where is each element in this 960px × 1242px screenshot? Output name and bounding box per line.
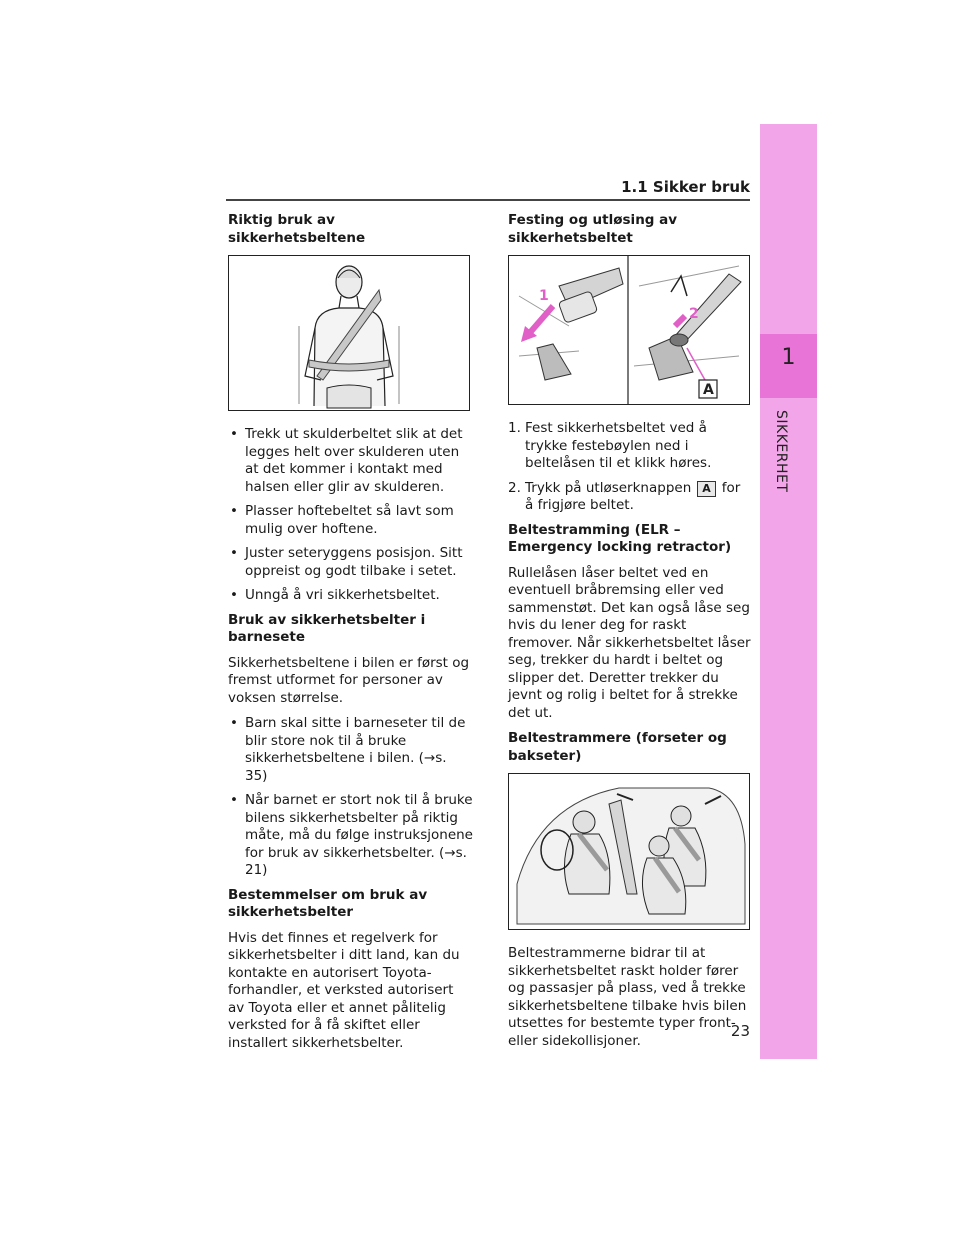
- seatbelt-posture-illustration: [228, 255, 470, 411]
- chapter-number: 1: [781, 345, 796, 370]
- list-item: • Unngå å vri sikkerhetsbeltet.: [228, 587, 473, 605]
- list-item: • Trekk ut skulderbeltet slik at det legges helt over skulderen uten at det kommer i kontakt med halsen eller glir av skulderen.: [228, 426, 473, 496]
- paragraph: Rullelåsen låser beltet ved en eventuell bråbremsing eller ved sammenstøt. Det kan også låse seg hvis du lener deg for raskt fremover. Når sikkerhetsbeltet låser seg, trekker du hardt i beltet og slipper det. Deretter trekker du jevnt og rolig i beltet for å strekke det ut.: [508, 564, 751, 721]
- buckle-illustration: [508, 255, 750, 405]
- chapter-name: SIKKERHET: [773, 410, 789, 493]
- list-item: • Plasser hoftebeltet så lavt som mulig over hoftene.: [228, 503, 473, 538]
- section-heading-elr: Beltestramming (ELR – Emergency locking retractor): [508, 521, 732, 555]
- seated-person-drawing: [229, 256, 469, 410]
- step-text: Fest sikkerhetsbeltet ved å trykke festebøylen ned i beltelåsen til et klikk høres.: [525, 420, 712, 471]
- callout-badge: A: [697, 481, 716, 497]
- paragraph: Beltestrammerne bidrar til at sikkerhetsbeltet raskt holder fører og passasjer på plass, ved å trekke sikkerhetsbeltene tilbake hvis bilen utsettes for bestemte typer front- eller sidekollisjoner.: [508, 945, 747, 1049]
- list-item: • Når barnet er stort nok til å bruke bilens sikkerhetsbelter på riktig måte, må du følge instruksjonene for bruk av sikkerhetsbelter. (→s. 21): [228, 792, 473, 880]
- list-item: • Barn skal sitte i barneseter til de blir store nok til å bruke sikkerhetsbeltene i bilen. (→s. 35): [228, 715, 473, 785]
- step-2-label: 2: [689, 306, 699, 322]
- right-column: [508, 212, 751, 1058]
- section-heading-correct-use: Riktig bruk av sikkerhetsbeltene: [228, 212, 366, 246]
- step-1: [508, 420, 751, 473]
- step-1-label: 1: [539, 288, 549, 304]
- header-divider: [226, 199, 750, 201]
- paragraph: Sikkerhetsbeltene i bilen er først og fremst utformet for personer av voksen størrelse.: [228, 654, 470, 706]
- section-heading-regulations: Bestemmelser om bruk av sikkerhetsbelter: [228, 886, 428, 920]
- step-number: 2.: [508, 479, 521, 496]
- page-number: 23: [730, 1022, 750, 1040]
- left-column: [228, 212, 473, 1060]
- step-2: [508, 480, 751, 515]
- page-header-title: 1.1 Sikker bruk: [621, 178, 750, 196]
- paragraph: Hvis det finnes et regelverk for sikkerhetsbelter i ditt land, kan du kontakte en autorisert Toyota-forhandler, et verksted autorisert av Toyota eller et annet pålitelig verksted for å få skiftet eller installert sikkerhetsbelter.: [228, 929, 460, 1051]
- step-text: Trykk på utløserknappen: [525, 479, 692, 496]
- list-item: • Juster seteryggens posisjon. Sitt oppreist og godt tilbake i setet.: [228, 545, 473, 580]
- callout-a-label: A: [703, 382, 714, 398]
- step-text: for å frigjøre beltet.: [525, 479, 741, 513]
- side-tab: [760, 124, 817, 1059]
- section-heading-fastening: Festing og utløsing av sikkerhetsbeltet: [508, 212, 678, 246]
- pretensioner-illustration: [508, 773, 750, 930]
- section-heading-child-seat: Bruk av sikkerhetsbelter i barnesete: [228, 611, 426, 645]
- buckle-drawing: [509, 256, 749, 404]
- step-number: 1.: [508, 420, 521, 436]
- car-interior-drawing: [509, 774, 749, 929]
- section-heading-pretensioners: Beltestrammere (forseter og bakseter): [508, 730, 727, 764]
